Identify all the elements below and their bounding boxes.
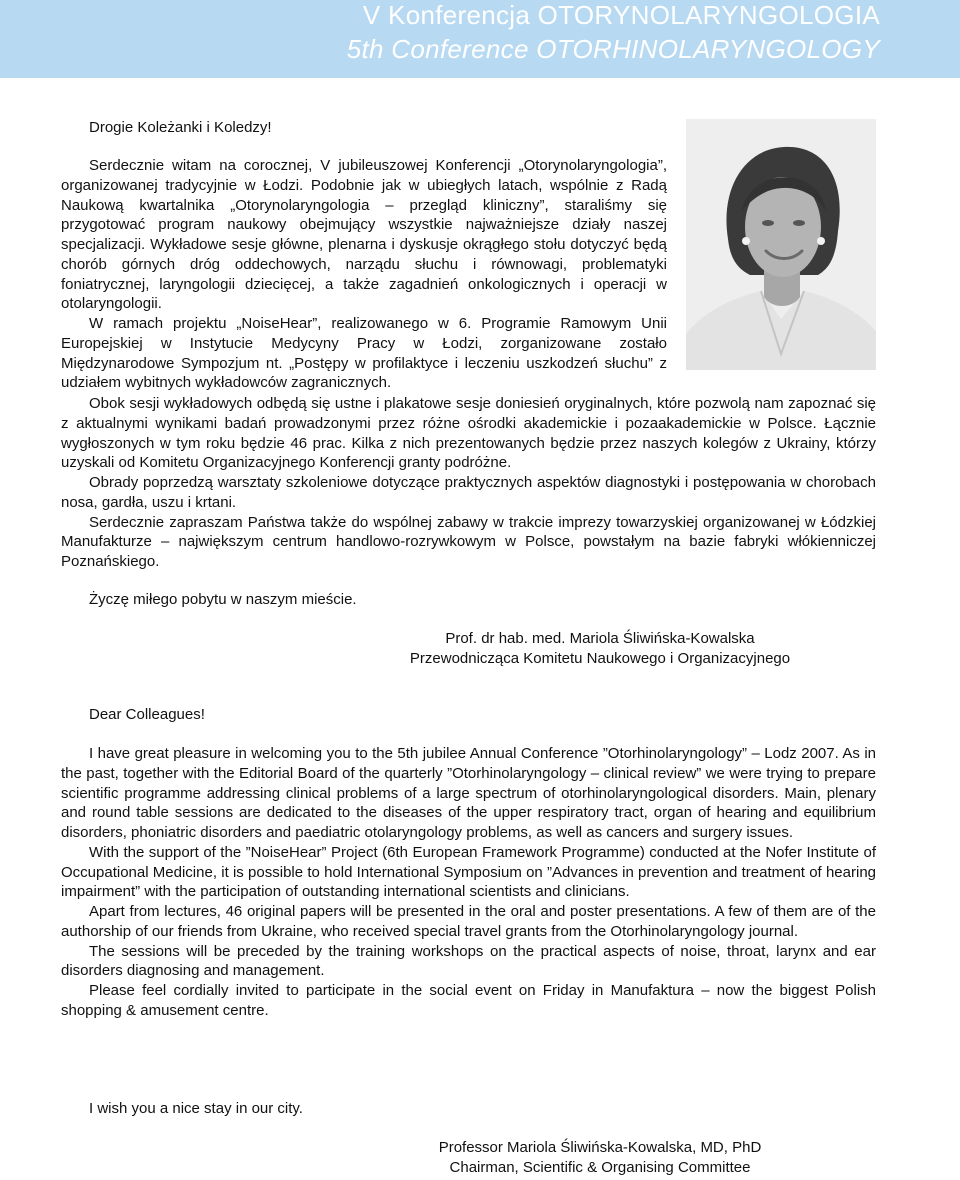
paragraph: Obrady poprzedzą warsztaty szkoleniowe dotyczące praktycznych aspektów diagnostyki i postępowania w chorobach nosa, gardła, uszu i krtani.: [61, 474, 876, 511]
letter-en-body: [61, 744, 876, 1021]
conference-title-en: 5th Conference OTORHINOLARYNGOLOGY: [346, 34, 880, 64]
paragraph: The sessions will be preceded by the training workshops on the practical aspects of noise, throat, larynx and ear disorders diagnosing and management.: [61, 942, 876, 980]
signature-name: Professor Mariola Śliwińska-Kowalska, MD, PhD: [438, 1139, 762, 1156]
signature-pl: [380, 629, 820, 669]
paragraph: W ramach projektu „NoiseHear”, realizowanego w 6. Programie Ramowym Unii Europejskiej w Instytucie Medycyny Pracy w Łodzi, zorganizowane zostało Międzynarodowe Sympozjum nt. „Postępy w profilaktyce i leczeniu uszkodzeń słuchu” z udziałem wybitnych wykładowców zagranicznych.: [61, 315, 667, 392]
paragraph: I have great pleasure in welcoming you to the 5th jubilee Annual Conference ”Otorhinolaryngology” – Lodz 2007. As in the past, together with the Editorial Board of the quarterly ”Otorhinolaryngology – clinical review” we were trying to prepare scientific programme addressing clinical problems of a large spectrum of otorhinolaryngological disorders. Main, plenary and round table sessions are dedicated to the diseases of the upper respiratory tract, organ of hearing and equilibrium disorders, phoniatric disorders and paediatric otolaryngology problems, as well as cancers and surgery issues.: [61, 745, 876, 841]
paragraph: With the support of the ”NoiseHear” Project (6th European Framework Programme) conducted at the Nofer Institute of Occupational Medicine, it is possible to hold International Symposium on ”Advances in prevention and treatment of hearing impairment” with the participation of outstanding international scientists and clinicians.: [61, 843, 876, 901]
paragraph: Serdecznie zapraszam Państwa także do wspólnej zabawy w trakcie imprezy towarzyskiej organizowanej w Łódzkiej Manufakturze – największym centrum handlowo-rozrywkowym w Polsce, powstałym na bazie fabryki włókienniczej Poznańskiego.: [61, 513, 876, 570]
signature-name: Prof. dr hab. med. Mariola Śliwińska-Kowalska: [445, 630, 755, 647]
portrait-photo-icon: [686, 119, 876, 370]
letter-pl-body: [61, 394, 876, 572]
letter-pl-beside-photo: [61, 156, 667, 393]
paragraph: Serdecznie witam na corocznej, V jubileuszowej Konferencji „Otorynolaryngologia”, organizowanej tradycyjnie w Łodzi. Podobnie jak w ubiegłych latach, wspólnie z Radą Naukową kwartalnika „Otorynolaryngologia – przegląd kliniczny”, staraliśmy się przygotować program naukowy obejmujący wszystkie najważniejsze działy naszej specjalizacji. Wykładowe sesje główne, plenarna i dyskusje okrągłego stołu dotyczyć będą chorób górnych dróg oddechowych, narządu słuchu i równowagi, problematyki foniatrycznej, laryngologii dziecięcej, a także zagadnień onkologicznych i operacji w otolaryngologii.: [61, 157, 667, 313]
greeting-pl: Drogie Koleżanki i Koledzy!: [89, 119, 272, 136]
header-banner: [0, 0, 960, 78]
paragraph: Obok sesji wykładowych odbędą się ustne i plakatowe sesje doniesień oryginalnych, które pozwolą nam zapoznać się z aktualnymi wynikami badań prowadzonymi przez różne ośrodki akademickie i pozaakademickie w Polsce. Łącznie wygłoszonych w tym roku będzie 46 prac. Kilka z nich prezentowanych będzie przez naszych kolegów z Ukrainy, którzy uzyskali od Komitetu Organizacyjnego Konferencji granty podróżne.: [61, 395, 876, 472]
portrait-photo: [686, 119, 876, 370]
signature-role: Chairman, Scientific & Organising Committee: [449, 1159, 751, 1176]
closing-en: I wish you a nice stay in our city.: [89, 1100, 303, 1117]
conference-title-pl: V Konferencja OTORYNOLARYNGOLOGIA: [362, 0, 880, 30]
closing-pl: Życzę miłego pobytu w naszym mieście.: [89, 591, 357, 608]
paragraph: Please feel cordially invited to participate in the social event on Friday in Manufaktura – now the biggest Polish shopping & amusement centre.: [61, 982, 876, 1019]
signature-en: [400, 1138, 800, 1178]
greeting-en: Dear Colleagues!: [89, 706, 205, 723]
paragraph: Apart from lectures, 46 original papers will be presented in the oral and poster presentations. A few of them are of the authorship of our friends from Ukraine, who received special travel grants from the Otorhinolaryngology journal.: [61, 903, 876, 940]
signature-role: Przewodnicząca Komitetu Naukowego i Organizacyjnego: [409, 650, 791, 667]
